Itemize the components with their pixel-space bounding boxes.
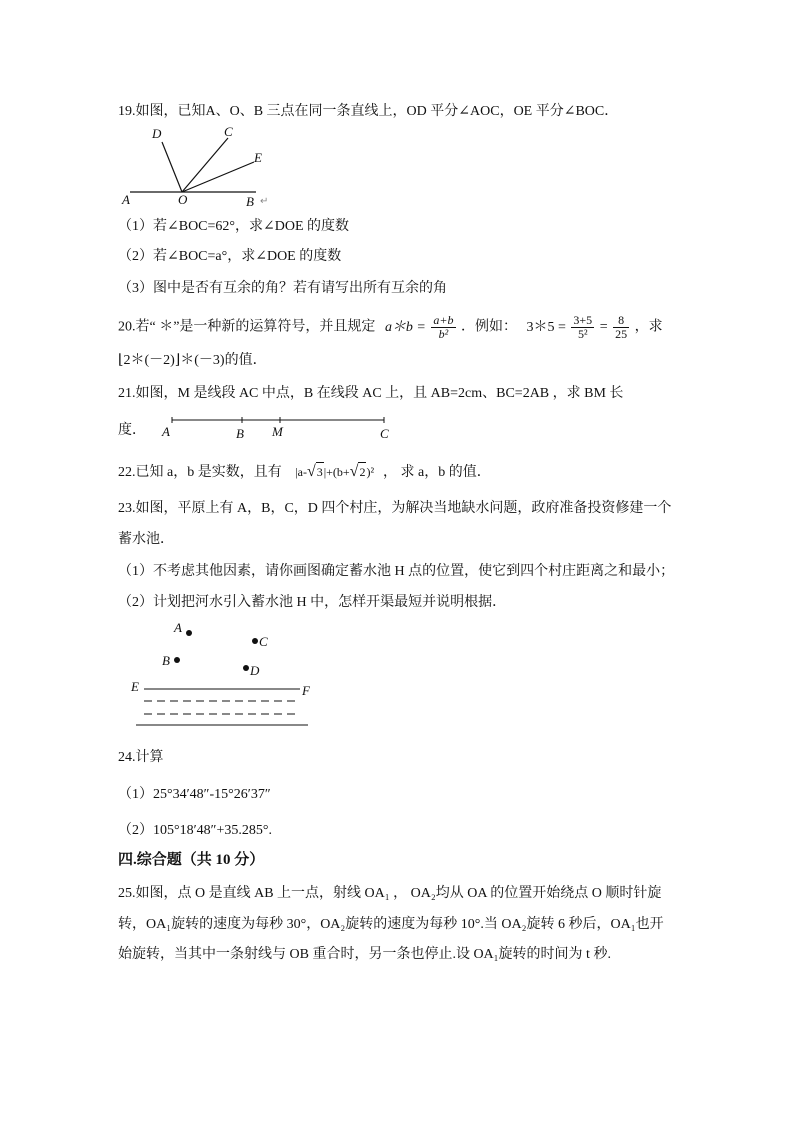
q22-sqrt3-sign: √ <box>306 463 316 480</box>
label-e: E <box>254 150 262 165</box>
q19-part1: （1）若∠BOC=62°，求∠DOE 的度数 <box>118 219 350 234</box>
q20-line2-post: 的值． <box>224 353 267 368</box>
q19-part3: （3）图中是否有互余的角？若有请写出所有互余的角 <box>118 281 447 296</box>
q22-expr-a: |a- <box>295 465 307 479</box>
q21-figure <box>156 410 406 442</box>
q20-ex-num2: 8 <box>613 314 629 328</box>
label-b: B <box>236 426 244 441</box>
point-d <box>243 665 249 671</box>
label-e: E <box>131 679 139 694</box>
q20-ex-fraction1 <box>571 314 594 341</box>
q20-def-fraction <box>431 314 455 341</box>
q24-part1: （1）25°34′48″-15°26′37″ <box>118 787 271 802</box>
q20-ex-den2: 25 <box>615 327 628 341</box>
label-c: C <box>224 124 233 139</box>
q23-part1: （1）不考虑其他因素，请你画图确定蓄水池 H 点的位置，使它到四个村庄距离之和最小； <box>118 564 675 579</box>
q20-ex-fraction2 <box>613 314 629 341</box>
q23-figure <box>128 618 318 730</box>
q24-part2: （2）105°18′48″+35.285°. <box>118 823 272 838</box>
q25-line2: 转，OA₁旋转的速度为每秒 30°，OA₂旋转的速度为每秒 10°.当 OA₂旋转 6 秒后，OA₁也开 <box>118 917 664 932</box>
q23-part2: （2）计划把河水引入蓄水池 H 中，怎样开渠最短并说明根据． <box>118 595 507 610</box>
label-d: D <box>152 126 162 141</box>
q24-title: 24.计算 <box>118 750 164 765</box>
q20-def-num: a+b <box>433 313 454 327</box>
q20-line2 <box>118 352 267 370</box>
q20-ex-den1: 5² <box>577 327 588 341</box>
point-a <box>186 630 192 636</box>
label-a: A <box>122 192 130 207</box>
label-b: B <box>162 653 170 668</box>
label-c: C <box>259 634 268 649</box>
label-o: O <box>178 192 188 207</box>
q22-post: ， 求 a，b 的值． <box>383 465 491 480</box>
q20-def-lhs: a＊b = <box>384 319 426 335</box>
q20-mid: ．例如： <box>461 319 517 335</box>
q22-root2: 2 <box>358 462 366 481</box>
q20-ex-num1: 3+5 <box>573 313 593 327</box>
q21-line1: 21.如图，M 是线段 AC 中点，B 在线段 AC 上，且 AB=2cm、BC=2AB ，求 BM 长 <box>118 386 624 401</box>
return-mark: ↵ <box>260 196 269 207</box>
q22-pre: 22.已知 a，b 是实数，且有 <box>118 465 282 480</box>
point-c <box>252 638 258 644</box>
q23-line2: 蓄水池． <box>118 532 174 547</box>
q20-line1 <box>118 314 663 341</box>
q22-expr-b: |+(b+ <box>323 465 350 479</box>
q20-def-den: b² <box>438 327 449 341</box>
q19-stem: 19.如图，已知A、O、B 三点在同一条直线上，OD 平分∠AOC，OE 平分∠BOC． <box>118 104 619 119</box>
label-a: A <box>174 620 182 635</box>
label-b: B <box>246 194 254 209</box>
q22-line <box>118 462 491 482</box>
label-d: D <box>250 663 260 678</box>
q20-expr: ⌊2＊(－2)⌋＊(－3) <box>118 353 225 368</box>
q23-line1: 23.如图，平原上有 A，B，C，D 四个村庄，为解决当地缺水问题，政府准备投资修建一个 <box>118 501 672 516</box>
q25-line1: 25.如图，点 O 是直线 AB 上一点，射线 OA₁ ， OA₂均从 OA 的位置开始绕点 O 顺时针旋 <box>118 886 662 901</box>
label-f: F <box>302 683 310 698</box>
q20-pre: 20.若“ ＊”是一种新的运算符号，并且规定 <box>118 319 376 335</box>
q22-sqrt2-sign: √ <box>349 463 359 480</box>
q20-ex-lhs: 3＊5 = <box>526 319 566 335</box>
label-c: C <box>380 426 389 441</box>
q22-expr-c: )² <box>366 465 375 479</box>
label-m: M <box>272 424 283 439</box>
q25-line3: 始旋转，当其中一条射线与 OB 重合时，另一条也停止.设 OA₁旋转的时间为 t 秒. <box>118 947 611 962</box>
q21-line2: 度． <box>118 423 146 438</box>
q19-part2: （2）若∠BOC=a°，求∠DOE 的度数 <box>118 249 342 264</box>
label-a: A <box>162 424 170 439</box>
q20-ex-eq: = <box>599 319 608 335</box>
section4-title: 四.综合题（共 10 分） <box>118 852 265 868</box>
q22-expression <box>295 465 377 479</box>
q22-root3: 3 <box>316 462 324 481</box>
q19-figure <box>118 124 288 210</box>
point-b <box>174 657 180 663</box>
q20-post: ，求 <box>634 319 663 335</box>
